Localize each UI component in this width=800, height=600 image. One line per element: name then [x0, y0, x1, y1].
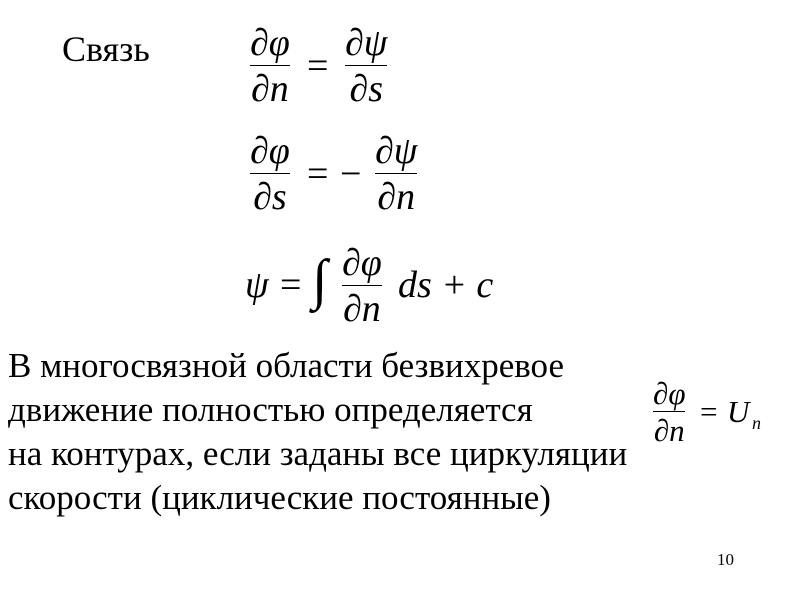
paragraph [8, 344, 627, 520]
eq4-u-subscript: n [752, 413, 761, 433]
eq1-lhs-fraction: ∂φ ∂n [250, 22, 290, 110]
eq3-fraction: ∂φ ∂n [342, 242, 382, 330]
paragraph-line-4: скорости (циклические постоянные) [8, 478, 551, 517]
paragraph-line-2: движение полностью определяется [8, 390, 533, 429]
paragraph-line-1: В многосвязной области безвихревое [8, 346, 564, 385]
eq3-psi: ψ [245, 264, 269, 306]
eq3-equals: = [280, 264, 302, 306]
paragraph-line-3: на контурах, если заданы все циркуляции [8, 434, 628, 473]
page-number: 10 [717, 550, 734, 569]
eq4-equals: = [700, 394, 718, 429]
eq2-equals: = [307, 153, 329, 195]
eq4-u: U [727, 394, 750, 429]
eq2-lhs-fraction: ∂φ ∂s [250, 130, 290, 218]
eq1-rhs-fraction: ∂ψ ∂s [345, 22, 388, 110]
eq2-rhs-fraction: ∂ψ ∂n [375, 130, 418, 218]
eq1-equals: = [307, 45, 329, 87]
eq3-ds-plus-c: ds + c [398, 264, 494, 306]
eq4-fraction: ∂φ ∂n [653, 376, 686, 448]
slide-title: Связь [62, 29, 150, 69]
eq2-minus: − [340, 153, 362, 195]
eq3-integral: ∫ [312, 249, 328, 311]
